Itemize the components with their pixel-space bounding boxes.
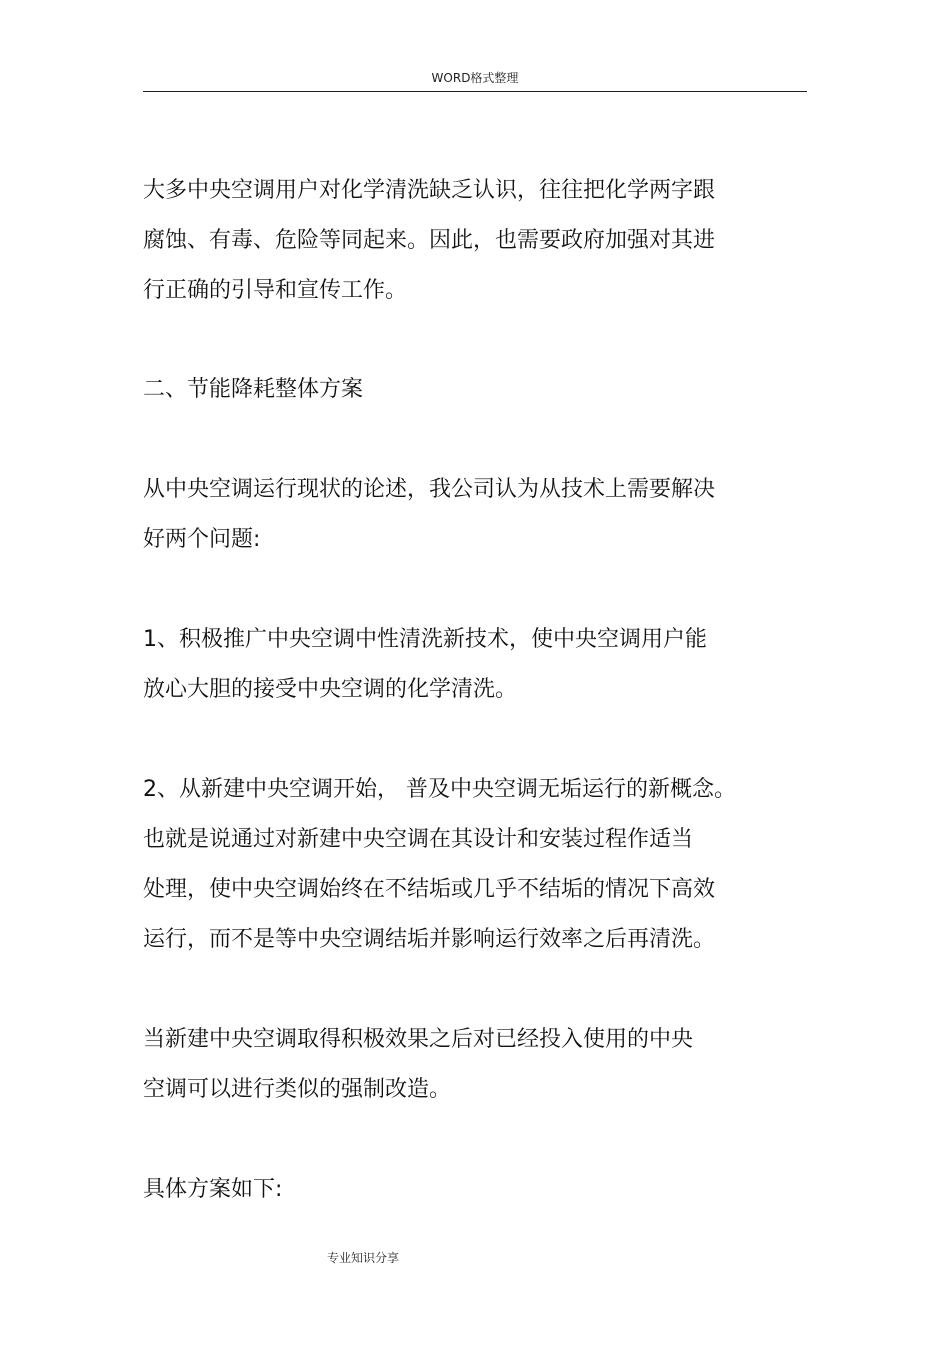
paragraph-line: 大多中央空调用户对化学清洗缺乏认识，往往把化学两字跟 bbox=[143, 178, 716, 203]
page-header-title: WORD格式整理 bbox=[431, 71, 519, 85]
paragraph-line: 当新建中央空调取得积极效果之后对已经投入使用的中央 bbox=[143, 1027, 694, 1052]
list-item-line: 运行，而不是等中央空调结垢并影响运行效率之后再清洗。 bbox=[143, 927, 716, 952]
list-item-line: 也就是说通过对新建中央空调在其设计和安装过程作适当 bbox=[143, 827, 694, 852]
header-divider bbox=[143, 91, 807, 92]
paragraph-line: 腐蚀、有毒、危险等同起来。因此，也需要政府加强对其进 bbox=[143, 228, 716, 253]
list-item-line: 处理，使中央空调始终在不结垢或几乎不结垢的情况下高效 bbox=[143, 877, 716, 902]
list-item-line: 2、从新建中央空调开始， 普及中央空调无垢运行的新概念。 bbox=[143, 777, 736, 802]
paragraph-line: 好两个问题: bbox=[143, 527, 261, 552]
list-item-line: 1、积极推广中央空调中性清洗新技术，使中央空调用户能 bbox=[143, 627, 707, 652]
list-item-line: 放心大胆的接受中央空调的化学清洗。 bbox=[143, 677, 518, 702]
page-footer-text: 专业知识分享 bbox=[326, 1251, 399, 1265]
paragraph-line: 行正确的引导和宣传工作。 bbox=[143, 278, 408, 303]
paragraph-line: 空调可以进行类似的强制改造。 bbox=[143, 1077, 452, 1102]
paragraph-line: 具体方案如下: bbox=[143, 1177, 283, 1202]
section-heading: 二、节能降耗整体方案 bbox=[143, 377, 364, 402]
paragraph-line: 从中央空调运行现状的论述，我公司认为从技术上需要解决 bbox=[143, 477, 716, 502]
